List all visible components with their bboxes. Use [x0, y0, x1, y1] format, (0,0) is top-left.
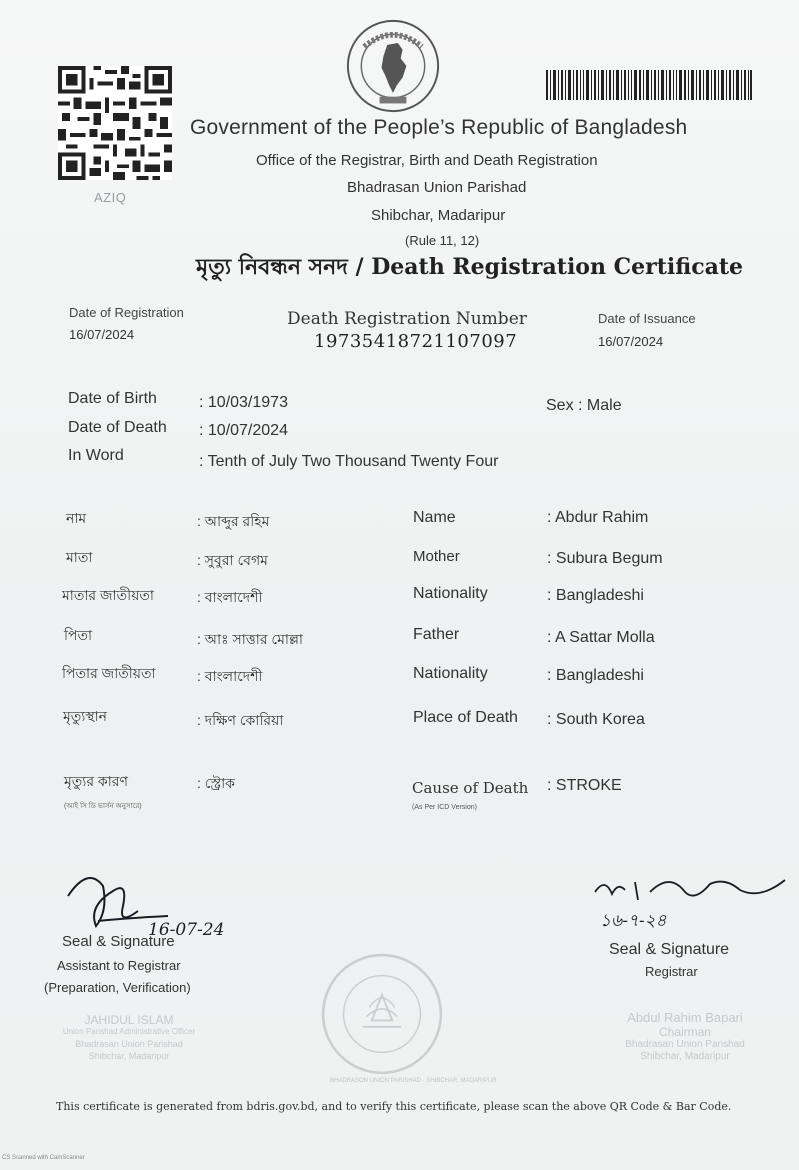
registrar-role: Registrar — [645, 964, 698, 979]
registrar-signature-icon — [590, 872, 790, 912]
right-seal-signature-label: Seal & Signature — [609, 941, 730, 958]
faded-location: Shibchar, Madaripur — [88, 1051, 170, 1061]
bn-cause-note: (আই সি ডি ভার্সন অনুসারে) — [64, 803, 142, 810]
cause-note: (As Per ICD Version) — [412, 804, 477, 811]
place-of-death-label: Place of Death — [413, 709, 518, 726]
cause-label: Cause of Death — [412, 779, 529, 797]
qr-caption: AZIQ — [94, 190, 127, 205]
faded-name: JAHIDUL ISLAM — [84, 1013, 174, 1027]
name-value: : Abdur Rahim — [547, 509, 649, 526]
assistant-handwritten-date: 16-07-24 — [148, 920, 225, 940]
stamp-text: BHADRASON UNION PARISHAD · SHIBCHAR, MADARIPUR — [330, 1078, 497, 1084]
place-of-death-value: : South Korea — [547, 711, 645, 728]
bn-name-value: : আব্দুর রহিম — [197, 513, 270, 529]
name-label: Name — [413, 509, 456, 526]
faded-registrar-union: Bhadrasan Union Parishad — [625, 1039, 745, 1050]
barcode-icon[interactable] — [546, 70, 752, 100]
assistant-faded-seal — [44, 1014, 214, 1062]
left-seal-signature-label: Seal & Signature — [62, 933, 175, 950]
registration-number-label: Death Registration Number — [287, 309, 527, 329]
cause-value: : STROKE — [547, 777, 622, 794]
government-title: Government of the People’s Republic of Bangladesh — [190, 116, 688, 139]
bn-name-label: নাম — [66, 510, 87, 526]
bn-father-value: : আঃ সাত্তার মোল্লা — [197, 631, 303, 647]
bn-father-label: পিতা — [64, 627, 93, 643]
mother-value: : Subura Begum — [547, 550, 663, 567]
certificate-title: মৃত্যু নিবন্ধন সনদ / Death Registration Certificate — [196, 254, 744, 280]
faded-union: Bhadrasan Union Parishad — [75, 1039, 183, 1049]
location: Shibchar, Madaripur — [371, 207, 506, 224]
bn-father-nationality-label: পিতার জাতীয়তা — [62, 665, 156, 681]
registrar-faded-seal — [600, 1010, 770, 1063]
qr-code-icon[interactable] — [58, 66, 172, 180]
in-word-value: : Tenth of July Two Thousand Twenty Four — [199, 453, 499, 470]
faded-title: Union Parishad Administrative Officer — [62, 1027, 196, 1036]
verification-footer: This certificate is generated from bdris.gov.bd, and to verify this certificate, please scan the above QR Code & Bar Code. — [56, 1100, 732, 1113]
dob-label: Date of Birth — [68, 390, 157, 407]
date-of-registration-value: 16/07/2024 — [69, 327, 135, 342]
bn-mother-label: মাতা — [66, 549, 93, 565]
bn-cause-label: মৃত্যুর কারণ — [64, 773, 128, 789]
faded-registrar-location: Shibchar, Madaripur — [640, 1051, 730, 1062]
rule-reference: (Rule 11, 12) — [405, 233, 480, 248]
sex-value: Sex : Male — [546, 397, 622, 414]
father-label: Father — [413, 626, 460, 643]
office-name: Office of the Registrar, Birth and Death Registration — [256, 152, 598, 169]
mother-nationality-label: Nationality — [413, 585, 488, 602]
father-nationality-label: Nationality — [413, 665, 488, 682]
date-of-registration-label: Date of Registration — [69, 305, 184, 320]
father-nationality-value: : Bangladeshi — [547, 667, 644, 684]
union-parishad-stamp-icon — [318, 950, 446, 1078]
bn-mother-value: : সুবুরা বেগম — [197, 552, 268, 568]
faded-registrar-title: Chairman — [658, 1025, 712, 1039]
assistant-role-detail: (Preparation, Verification) — [44, 980, 191, 995]
dod-label: Date of Death — [68, 419, 167, 436]
bn-mother-nationality-value: : বাংলাদেশী — [197, 589, 263, 605]
bn-place-of-death-label: মৃত্যুস্থান — [63, 708, 108, 724]
dod-value: : 10/07/2024 — [199, 422, 288, 439]
date-of-issuance-value: 16/07/2024 — [598, 334, 664, 349]
union-name: Bhadrasan Union Parishad — [347, 179, 527, 196]
bn-cause-value: : স্ট্রোক — [197, 775, 235, 791]
mother-label: Mother — [413, 548, 460, 565]
in-word-label: In Word — [68, 447, 124, 464]
date-of-issuance-label: Date of Issuance — [598, 311, 696, 326]
bn-father-nationality-value: : বাংলাদেশী — [197, 668, 263, 684]
dob-value: : 10/03/1973 — [199, 394, 288, 411]
government-seal-icon — [345, 18, 441, 114]
scanner-watermark: CS Scanned with CamScanner — [2, 1155, 85, 1161]
bn-mother-nationality-label: মাতার জাতীয়তা — [62, 587, 154, 603]
faded-registrar-name: Abdul Rahim Bapari — [627, 1010, 743, 1025]
mother-nationality-value: : Bangladeshi — [547, 587, 644, 604]
father-value: : A Sattar Molla — [547, 629, 655, 646]
assistant-role: Assistant to Registrar — [57, 958, 181, 973]
registration-number: 19735418721107097 — [314, 331, 518, 352]
registrar-handwritten-date: ১৬-৭-২৪ — [600, 911, 667, 930]
bn-place-of-death-value: : দক্ষিণ কোরিয়া — [197, 712, 284, 728]
